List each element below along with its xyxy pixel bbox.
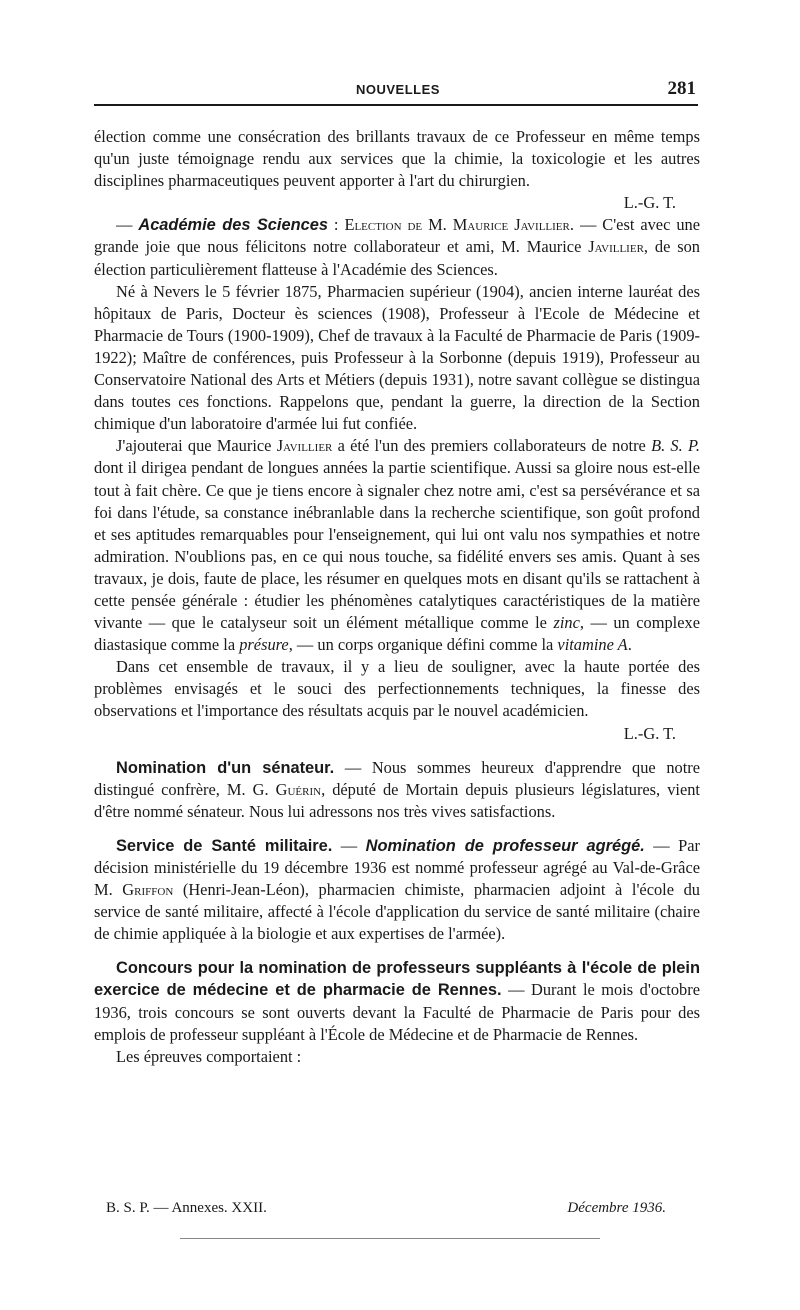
journal-abbrev: B. S. P.	[651, 436, 700, 456]
paragraph-1: élection comme une consécration des brillants travaux de ce Professeur en même temps qu'un juste témoignage rendu aux services que la chimie, la toxicologie et les autres disciplines pharmaceutiques peuvent apporter à l'art du chirurgien.	[94, 127, 700, 191]
footer-left: B. S. P. — Annexes. XXII.	[106, 1200, 267, 1216]
section-subtitle: Election de M. Maurice Javillier.	[344, 215, 574, 235]
paragraph-epreuves: Les épreuves comportaient :	[116, 1046, 302, 1066]
footer-date: Décembre 1936.	[567, 1200, 666, 1216]
running-head: NOUVELLES	[356, 82, 440, 97]
person-name: Javillier	[588, 237, 644, 257]
person-name: Griffon	[122, 880, 174, 900]
paragraph-tribute: J'ajouterai que Maurice Javillier a été l'un des premiers collaborateurs de notre B. S. P. dont il dirigea pendant de longues années la partie scientifique. Aussi sa gloire nous est-elle tout à fait chère. Ce que je tiens encore à signaler chez notre ami, c'est sa persévérance et sa foi dans l'étude, sa constance inébranlable dans la recherche scientifique, son goût profond et ses aptitudes remarquables pour l'enseignement, qui lui ont valu nos sympathies et notre admiration. N'oublions pas, en ce qui nous touche, sa fidélité envers ses amis. Quant à ses travaux, je dois, faute de place, les résumer en quelques mots en disant qu'ils se rattachent à cette pensée générale : étudier les phénomènes catalytiques caractéristiques de la matière vivante — que le catalyseur soit un élément métallique comme le zinc, — un complexe diastasique comme la présure, — un corps organique défini comme la vitamine A.	[94, 436, 700, 655]
section-title: Nomination d'un sénateur.	[116, 758, 335, 777]
footer-rule	[180, 1238, 600, 1239]
page-header	[94, 80, 698, 106]
paragraph-summary: Dans cet ensemble de travaux, il y a lieu de souligner, avec la haute portée des problèmes envisagés et le souci des perfectionnements techniques, la finesse des observations et l'importance des résultats acquis par le nouvel académicien.	[94, 657, 700, 721]
section-concours: Concours pour la nomination de professeurs suppléants à l'école de plein exercice de médecine et de pharmacie de Rennes. — Durant le mois d'octobre 1936, trois concours se sont ouverts devant la Faculté de Pharmacie de Paris pour des emplois de professeur suppléant à l'École de Médecine et de Pharmacie de Rennes.	[94, 959, 700, 1044]
page-number: 281	[667, 78, 696, 99]
section-title: Service de Santé militaire.	[116, 836, 333, 855]
person-name: Guérin	[275, 779, 322, 799]
paragraph-biography: Né à Nevers le 5 février 1875, Pharmacien supérieur (1904), ancien interne lauréat des hôpitaux de Paris, Docteur ès sciences (1908), Professeur à l'Ecole de Médecine et Pharmacie de Tours (1900-1909), Chef de travaux à la Faculté de Pharmacie de Paris (1909-1922); Maître de conférences, puis Professeur à la Sorbonne (depuis 1919), Professeur au Conservatoire National des Arts et Métiers (depuis 1931), notre savant collègue se distingua dans toutes ces fonctions. Rappelons que, pendant la guerre, la direction de la Section chimique d'un laboratoire d'armée lui fut confiée.	[94, 281, 700, 434]
section-title: Concours pour la nomination de professeurs suppléants à l'école de plein exercice de médecine et de pharmacie de Rennes.	[94, 959, 700, 1000]
page-body	[94, 126, 700, 1068]
page-footer	[106, 1200, 666, 1217]
section-subtitle: Nomination de professeur agrégé.	[365, 836, 645, 855]
section-sante-militaire: Service de Santé militaire. — Nomination de professeur agrégé. — Par décision ministérielle du 19 décembre 1936 est nommé professeur agrégé au Val-de-Grâce M. Griffon (Henri-Jean-Léon), pharmacien chimiste, pharmacien adjoint à l'école du service de santé militaire, affecté à l'école d'application du service de santé militaire (chaire de chimie appliquée à la biologie et aux expertises de l'armée).	[94, 835, 701, 944]
signature: L.-G. T.	[623, 723, 676, 743]
section-title: Académie des Sciences	[138, 216, 328, 235]
signature: L.-G. T.	[623, 193, 676, 213]
signature-line-1	[94, 192, 700, 214]
section-senateur: Nomination d'un sénateur. — Nous sommes heureux d'apprendre que notre distingué confrère, M. G. Guérin, député de Mortain depuis plusieurs législatures, vient d'être nommé sénateur. Nous lui adressons nos très vives satisfactions.	[94, 757, 700, 821]
person-name: Javillier	[276, 436, 333, 456]
section-academie: — Académie des Sciences : Election de M. Maurice Javillier. — C'est avec une grande joie que nous félicitons notre collaborateur et ami, M. Maurice Javillier, de son élection particulièrement flatteuse à l'Académie des Sciences.	[94, 215, 700, 279]
signature-line-2	[94, 723, 700, 745]
